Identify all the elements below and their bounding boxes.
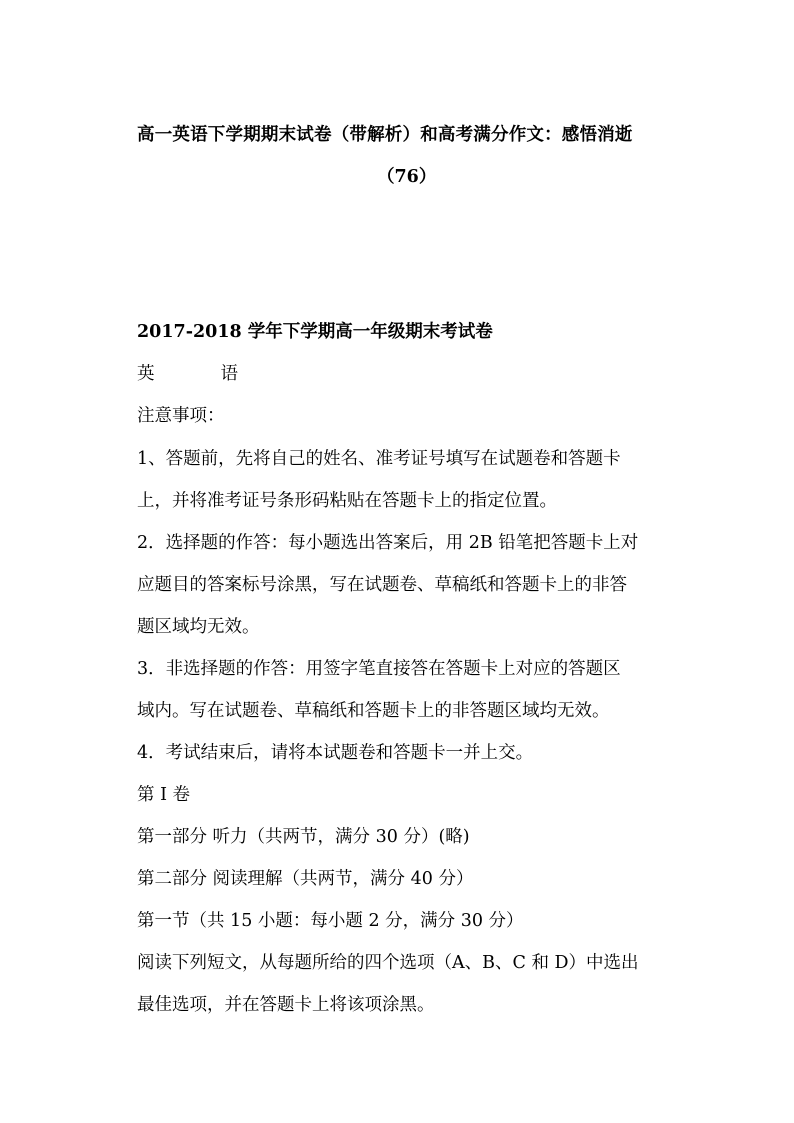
paragraph-line: 1、答题前，先将自己的姓名、准考证号填写在试题卷和答题卡 <box>137 449 621 469</box>
subject-char-1: 英 <box>137 364 155 384</box>
subject-char-2: 语 <box>220 364 238 384</box>
paragraph-line: 4．考试结束后，请将本试题卷和答题卡一并上交。 <box>137 743 534 763</box>
part-two-heading: 第二部分 阅读理解（共两节，满分 40 分） <box>137 869 474 889</box>
section-one-heading: 第一节（共 15 小题：每小题 2 分，满分 30 分） <box>137 911 524 931</box>
exam-title: 2017-2018 学年下学期高一年级期末考试卷 <box>137 322 493 342</box>
part-one-heading: 第一部分 听力（共两节，满分 30 分）(略) <box>137 827 470 847</box>
document-title: 高一英语下学期期末试卷（带解析）和高考满分作文：感悟消逝 <box>137 125 633 145</box>
paragraph-line: 题区域均无效。 <box>137 617 260 637</box>
paragraph-line: 2．选择题的作答：每小题选出答案后，用 2B 铅笔把答题卡上对 <box>137 533 639 553</box>
notice-heading: 注意事项： <box>137 406 225 426</box>
subject-heading <box>137 366 238 384</box>
paragraph-line: 最佳选项，并在答题卡上将该项涂黑。 <box>137 995 435 1015</box>
paragraph-line: 上，并将准考证号条形码粘贴在答题卡上的指定位置。 <box>137 491 557 511</box>
paragraph-line: 应题目的答案标号涂黑，写在试题卷、草稿纸和答题卡上的非答 <box>137 575 627 595</box>
section-volume: 第 I 卷 <box>137 785 191 805</box>
paragraph-line: 3．非选择题的作答：用签字笔直接答在答题卡上对应的答题区 <box>137 659 621 679</box>
paragraph-line: 域内。写在试题卷、草稿纸和答题卡上的非答题区域均无效。 <box>137 701 610 721</box>
document-title-number: （76） <box>377 167 437 187</box>
paragraph-line: 阅读下列短文，从每题所给的四个选项（A、B、C 和 D）中选出 <box>137 953 639 973</box>
